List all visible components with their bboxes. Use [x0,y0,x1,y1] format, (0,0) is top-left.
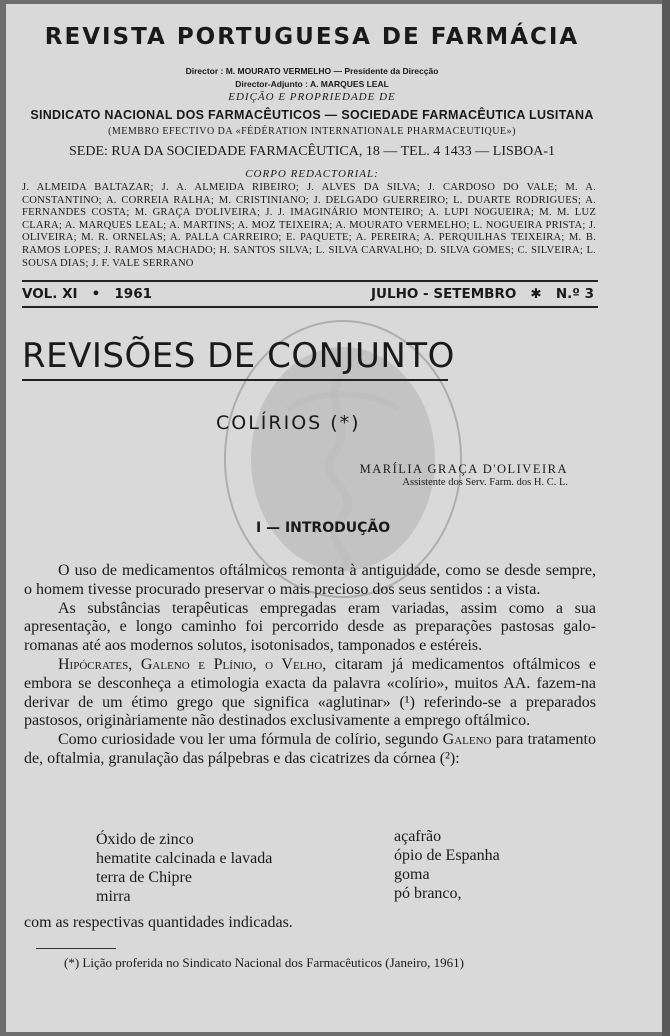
membership-line: (MEMBRO EFECTIVO DA «FÉDÉRATION INTERNATIONALE PHARMACEUTIQUE») [108,126,516,137]
editorial-board-title: CORPO REDACTORIAL: [245,168,379,180]
paragraph-4: Como curiosidade vou ler uma fórmula de colírio, segundo Galeno para tratamento de, oftalmia, granulação das pálpebras e das cicatrizes da córnea (²): [24,731,596,767]
issue-rule [22,306,598,308]
editorial-board-list: J. ALMEIDA BALTAZAR; J. A. ALMEIDA RIBEIRO; J. ALVES DA SILVA; J. CARDOSO DO VALE; M. A. CONSTANTINO; A. CORREIA RALHA; M. CRISTINIANO; J. DELGADO GUERREIRO; L. DUARTE RODRIGUES; A. FERNANDES COSTA; M. GRAÇA D'OLIVEIRA; J. J. IMAGINÁRIO MONTEIRO; A. LUPI NOGUEIRA; M. M. LUZ CLARA; A. MARQUES LEAL; A. MARTINS; A. MOZ TEIXEIRA; A. MOURATO VERMELHO; L. NOGUEIRA PRISTA; J. OLIVEIRA; M. R. ORNELAS; A. PALLA CARREIRO; E. PAQUETE; A. PEREIRA; A. PERQUILHAS TEIXEIRA; M. B. RAMOS LOPES; J. RAMOS MACHADO; H. SANTOS SILVA; L. SILVA CARVALHO; D. SILVA GOMES; C. SILVEIRA; L. SOUSA DIAS; J. F. VALE SERRANO [22,182,596,269]
ancient-authors: Hipócrates, Galeno e Plínio, o Velho, [58,655,327,673]
formula-right-column [394,827,500,903]
edition-line: EDIÇÃO E PROPRIEDADE DE [228,91,396,103]
issue-number: N.º 3 [555,286,594,302]
paragraph-1: O uso de medicamentos oftálmicos remonta à antiguidade, como se desde sempre, o homem tivesse procurado preservar o mais precioso dos seus sentidos : a vista. [24,562,596,598]
article-title: COLÍRIOS (*) [216,412,361,434]
formula-item: mirra [96,888,131,905]
formula-item: pó branco, [394,885,462,902]
header-rule [22,280,598,282]
journal-title: REVISTA PORTUGUESA DE FARMÁCIA [44,24,580,50]
formula-item: terra de Chipre [96,869,192,886]
formula-left-column [96,830,272,906]
article-body [24,562,596,769]
galeno-name: Galeno [442,731,492,749]
director-line: Director : M. MOURATO VERMELHO — Presidente da Direcção [185,66,439,76]
journal-page [6,4,664,1032]
period-label: JULHO - SETEMBRO [370,286,517,302]
section-title-underline [22,379,448,381]
section-heading: I — INTRODUÇÃO [256,520,391,536]
footnote: (*) Lição proferida no Sindicato Nacional dos Farmacêuticos (Janeiro, 1961) [64,955,464,970]
formula-item: hematite calcinada e lavada [96,850,273,867]
footnote-rule [36,948,116,949]
section-title: REVISÕES DE CONJUNTO [22,336,455,376]
volume-label: VOL. XI [22,286,78,302]
paragraph-2: As substâncias terapêuticas empregadas eram variadas, assim como a sua apresentação, e longo caminho foi percorrido desde as preparações pastosas galo-romanas até aos modernos solutos, isotonisados, tamponados e estéreis. [24,599,596,655]
author-role: Assistente dos Serv. Farm. dos H. C. L. [402,477,568,488]
publisher-line: SINDICATO NACIONAL DOS FARMACÊUTICOS — SOCIEDADE FARMACÊUTICA LUSITANA [30,108,594,122]
article-author: MARÍLIA GRAÇA D'OLIVEIRA [359,462,568,476]
formula-item: goma [394,866,430,883]
formula-item: Óxido de zinco [96,831,194,848]
closing-line: com as respectivas quantidades indicadas. [24,914,293,931]
address-line: SEDE: RUA DA SOCIEDADE FARMACÊUTICA, 18 — TEL. 4 1433 — LISBOA-1 [69,144,555,159]
formula-item: açafrão [394,828,442,845]
year-label: 1961 [114,286,152,302]
page-edge-shadow [662,0,670,1036]
issue-line [22,286,596,302]
separator-star: • [82,286,110,302]
issue-period-number [371,286,594,302]
deputy-director-line: Director-Adjunto : A. MARQUES LEAL [235,79,389,89]
paragraph-3: Hipócrates, Galeno e Plínio, o Velho, citaram já medicamentos oftálmicos e embora se desconheça a etimologia exacta da palavra «colírio», muitos AA. fazem-na derivar de um étimo grego que significa «aglutinar» (¹) referindo-se a preparados pastosos, originàriamente não destinados exclusivamente a emprego oftálmico. [24,655,596,730]
formula-item: ópio de Espanha [394,847,500,864]
separator-star: ✱ [521,286,552,302]
